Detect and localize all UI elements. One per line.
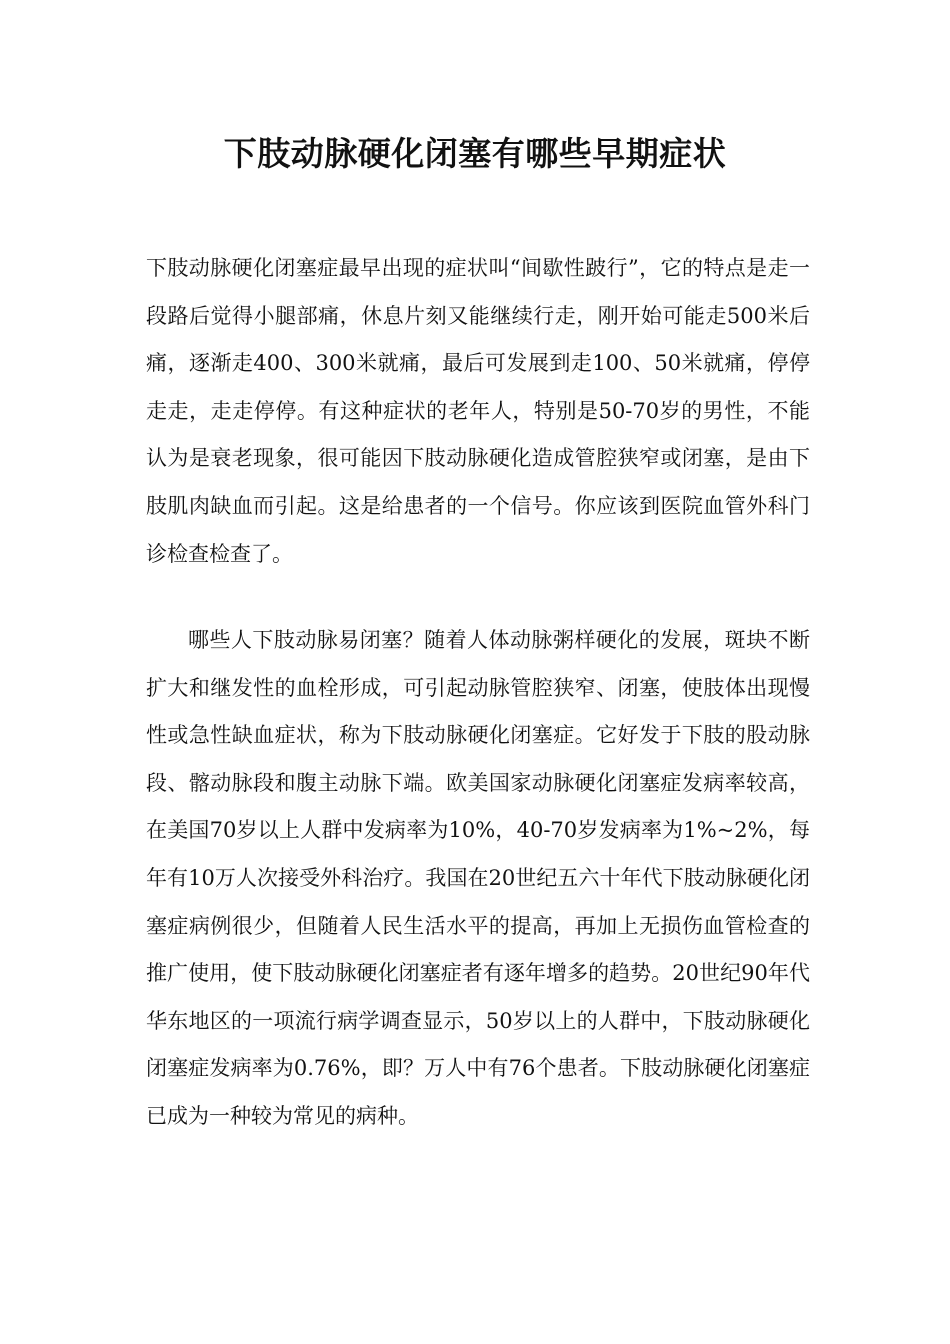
- paragraph-intermittent-claudication: 下肢动脉硬化闭塞症最早出现的症状叫“间歇性跛行”，它的特点是走一段路后觉得小腿部痛，休息片刻又能继续行走，刚开始可能走500米后痛，逐渐走400、300米就痛，最后可发展到走100、50米就痛，停停走走，走走停停。有这种症状的老年人，特别是50-70岁的男性，不能认为是衰老现象，很可能因下肢动脉硬化造成管腔狭窄或闭塞，是由下肢肌肉缺血而引起。这是给患者的一个信号。你应该到医院血管外科门诊检查检查了。: [146, 256, 810, 566]
- paragraph-risk-and-prevalence: 哪些人下肢动脉易闭塞？随着人体动脉粥样硬化的发展，斑块不断扩大和继发性的血栓形成，可引起动脉管腔狭窄、闭塞，使肢体出现慢性或急性缺血症状，称为下肢动脉硬化闭塞症。它好发于下肢的股动脉段、髂动脉段和腹主动脉下端。欧美国家动脉硬化闭塞症发病率较高，在美国70岁以上人群中发病率为10%，40-70岁发病率为1%~2%，每年有10万人次接受外科治疗。我国在20世纪五六十年代下肢动脉硬化闭塞症病例很少，但随着人民生活水平的提高，再加上无损伤血管检查的推广使用，使下肢动脉硬化闭塞症者有逐年增多的趋势。20世纪90年代华东地区的一项流行病学调查显示，50岁以上的人群中，下肢动脉硬化闭塞症发病率为0.76%，即？万人中有76个患者。下肢动脉硬化闭塞症已成为一种较为常见的病种。: [146, 628, 810, 1128]
- document-title: 下肢动脉硬化闭塞有哪些早期症状: [223, 134, 727, 173]
